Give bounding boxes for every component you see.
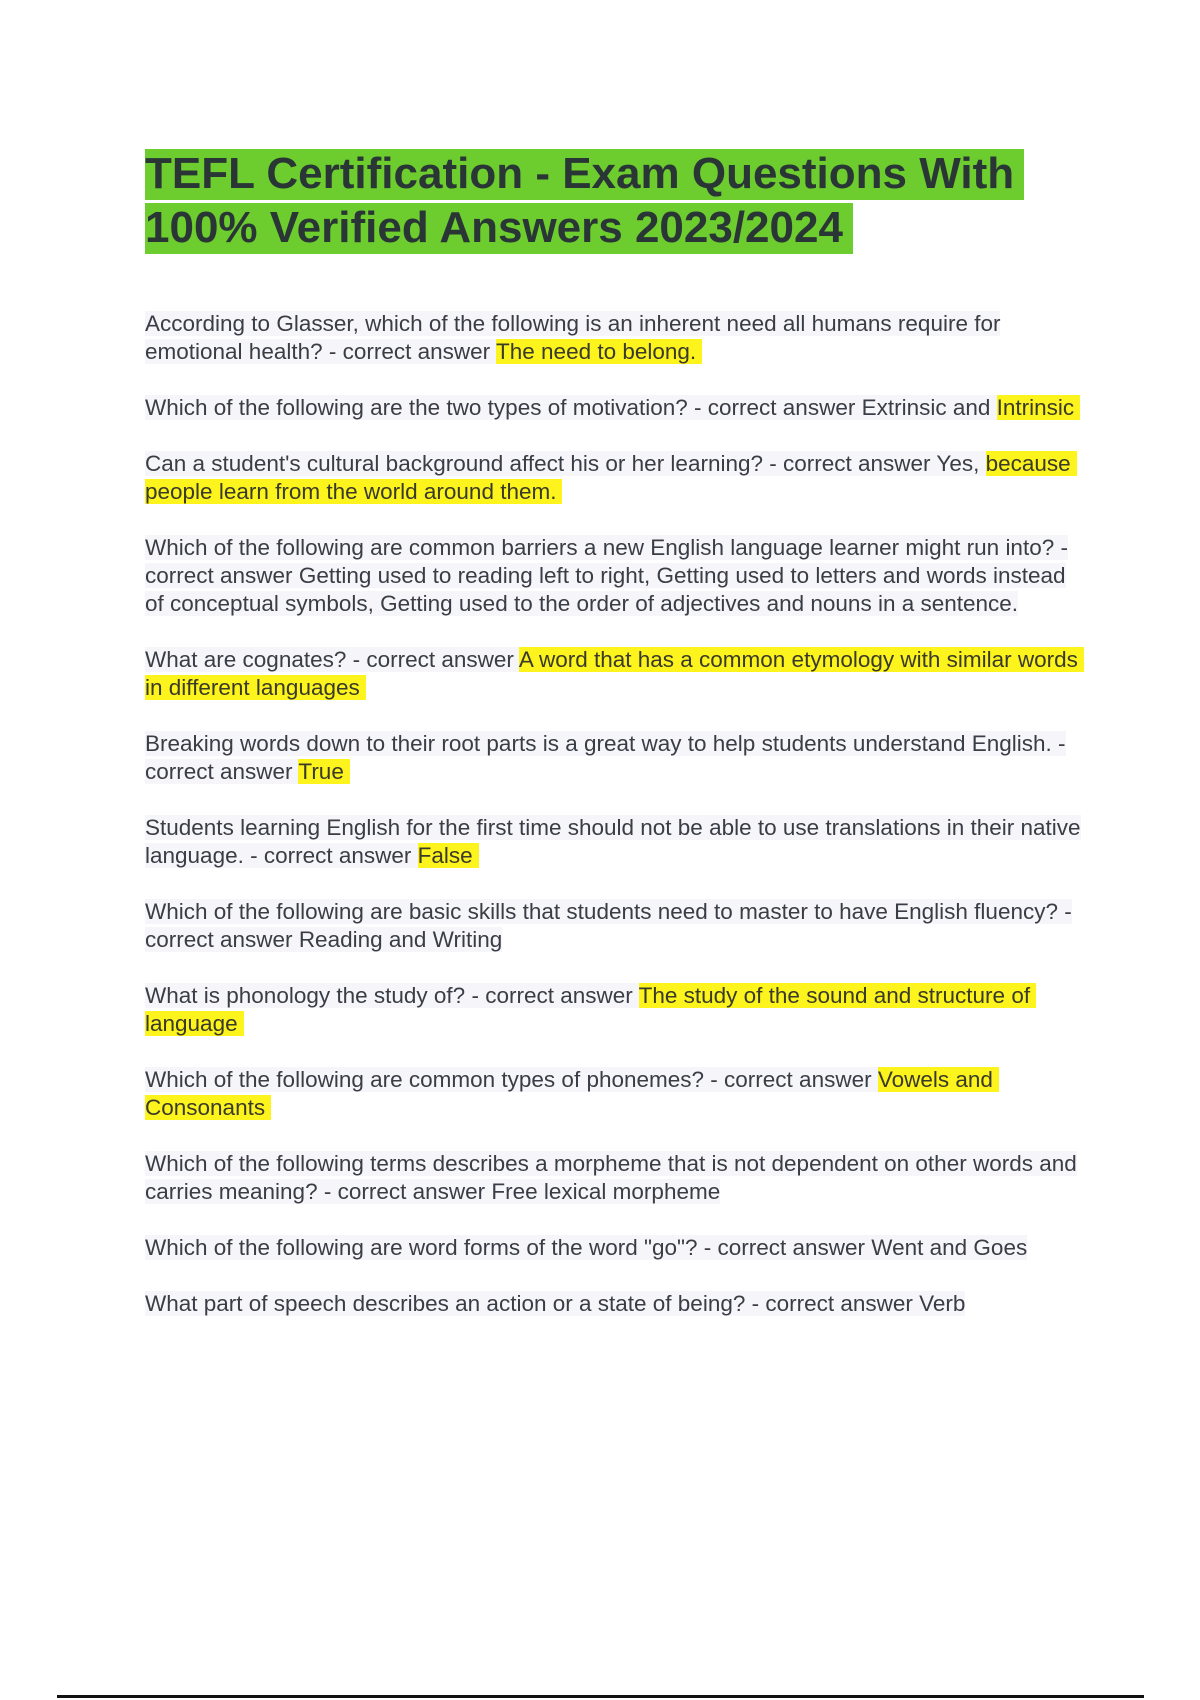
title-line-2: 100% Verified Answers 2023/2024 [145, 203, 853, 254]
answer-highlighted: The need to belong. [496, 339, 702, 364]
qa-item-6 [145, 730, 1090, 786]
answer-plain: Free lexical morpheme [491, 1179, 721, 1204]
qa-item-4 [145, 534, 1090, 618]
answer-highlighted: The study of the sound and structure of language [145, 983, 1036, 1036]
answer-highlighted: False [418, 843, 479, 868]
question-text: What is phonology the study of? - correct answer [145, 983, 639, 1008]
question-text: What part of speech describes an action or a state of being? - correct answer [145, 1291, 920, 1316]
qa-item-3 [145, 450, 1090, 506]
qa-list [145, 310, 1090, 1346]
question-text: Which of the following are the two types of motivation? - correct answer [145, 395, 862, 420]
answer-plain: Verb [919, 1291, 966, 1316]
answer-highlighted: True [298, 759, 349, 784]
answer-plain: Went and Goes [871, 1235, 1028, 1260]
answer-plain: Extrinsic and [861, 395, 997, 420]
answer-highlighted: Intrinsic [997, 395, 1081, 420]
qa-item-1 [145, 310, 1090, 366]
answer-plain: Reading and Writing [298, 927, 503, 952]
question-text: Which of the following are word forms of the word "go"? - correct answer [145, 1235, 872, 1260]
footer-divider [57, 1695, 1144, 1698]
answer-plain: Getting used to reading left to right, Getting used to letters and words instead of conceptual symbols, Getting used to the order of adjectives and nouns in a sentence. [145, 563, 1066, 616]
qa-item-11 [145, 1150, 1090, 1206]
question-text: Which of the following are basic skills that students need to master to have English fluency? - correct answer [145, 899, 1072, 952]
qa-item-2 [145, 394, 1090, 422]
answer-plain: Yes, [936, 451, 986, 476]
question-text: Which of the following are common types of phonemes? - correct answer [145, 1067, 878, 1092]
document-title [145, 147, 1125, 255]
question-text: According to Glasser, which of the following is an inherent need all humans require for emotional health? - correct answer [145, 311, 1001, 364]
qa-item-7 [145, 814, 1090, 870]
answer-highlighted: Vowels and Consonants [145, 1067, 999, 1120]
qa-item-5 [145, 646, 1090, 702]
answer-highlighted: because people learn from the world around them. [145, 451, 1077, 504]
qa-item-8 [145, 898, 1090, 954]
title-line-1: TEFL Certification - Exam Questions With [145, 149, 1024, 200]
question-text: Can a student's cultural background affect his or her learning? - correct answer [145, 451, 937, 476]
qa-item-13 [145, 1290, 1090, 1318]
qa-item-9 [145, 982, 1090, 1038]
question-text: Which of the following are common barriers a new English language learner might run into? - correct answer [145, 535, 1068, 588]
qa-item-12 [145, 1234, 1090, 1262]
question-text: Which of the following terms describes a morpheme that is not dependent on other words and carries meaning? - correct answer [145, 1151, 1077, 1204]
question-text: Students learning English for the first time should not be able to use translations in their native language. - correct answer [145, 815, 1081, 868]
question-text: What are cognates? - correct answer [145, 647, 519, 672]
answer-highlighted: A word that has a common etymology with similar words in different languages [145, 647, 1084, 700]
question-text: Breaking words down to their root parts is a great way to help students understand English. - correct answer [145, 731, 1066, 784]
qa-item-10 [145, 1066, 1090, 1122]
